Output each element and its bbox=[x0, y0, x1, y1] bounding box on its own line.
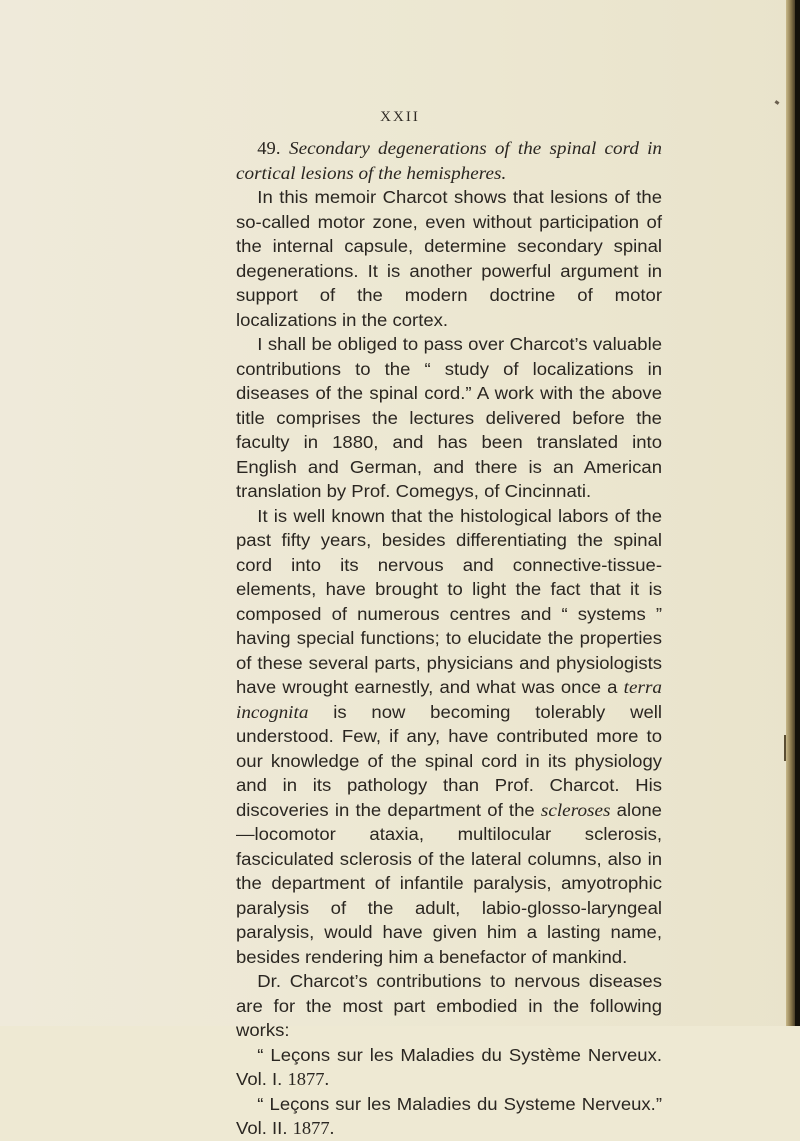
page-binding-shadow bbox=[795, 0, 800, 1026]
work-title: “ Leçons sur les Maladies du Système Nerveux. bbox=[257, 1044, 662, 1065]
paragraph-histology-part-3: alone—locomotor ataxia, multilocular sclerosis, fasciculated sclerosis of the lateral columns, also in the department of infantile paralysis, amyotrophic paralysis of the adult, labio-glosso-laryngeal paralysis, would have given him a lasting name, besides rendering him a benefactor of mankind. bbox=[236, 799, 662, 967]
paragraph-localizations: I shall be obliged to pass over Charcot’s valuable contributions to the “ study of localizations in diseases of the spinal cord.” A work with the above title comprises the lectures delivered before the faculty in 1880, and has been translated into English and German, and there is an American translation by Prof. Comegys, of Cincinnati. bbox=[236, 334, 662, 501]
section-heading bbox=[236, 136, 662, 185]
paragraph-histology-part-1: It is well known that the histological labors of the past fifty years, besides differentiating the spinal cord into its nervous and connective-tissue-elements, have brought to light the fact that it is composed of numerous centres and “ systems ” having special functions; to elucidate the properties of these several parts, physicians and physiologists have wrought earnestly, and what was once a bbox=[236, 505, 662, 697]
term-scleroses: scleroses bbox=[540, 799, 611, 820]
work-entry bbox=[236, 1092, 662, 1141]
work-volume: Vol. I. bbox=[236, 1069, 283, 1089]
work-entry bbox=[236, 1043, 662, 1092]
section-number: 49. bbox=[257, 138, 281, 158]
work-title: “ Leçons sur les Maladies du Systeme Nerveux.” bbox=[257, 1093, 662, 1114]
work-year: 1877. bbox=[292, 1118, 335, 1138]
edge-mark bbox=[784, 735, 792, 761]
paragraph-memoir: In this memoir Charcot shows that lesions of the so-called motor zone, even without participation of the internal capsule, determine secondary spinal degenerations. It is another powerful argument in support of the modern doctrine of motor localizations in the cortex. bbox=[236, 187, 662, 330]
paragraph-works-intro: Dr. Charcot’s contributions to nervous diseases are for the most part embodied in the following works: bbox=[236, 971, 662, 1040]
body-text bbox=[236, 136, 662, 1141]
running-head: XXII bbox=[380, 109, 420, 125]
work-volume: Vol. II. bbox=[236, 1118, 288, 1138]
term-terra-incognita: terra incognita bbox=[236, 677, 662, 722]
section-title: Secondary degenerations of the spinal cord in cortical lesions of the hemispheres. bbox=[236, 138, 662, 183]
paragraph-histology bbox=[236, 504, 662, 970]
paragraph-histology-part-2: is now becoming tolerably well understood. Few, if any, have contributed more to our knowledge of the spinal cord in its physiology and in its pathology than Prof. Charcot. His discoveries in the department of the bbox=[236, 701, 662, 820]
work-year: 1877. bbox=[287, 1069, 330, 1089]
